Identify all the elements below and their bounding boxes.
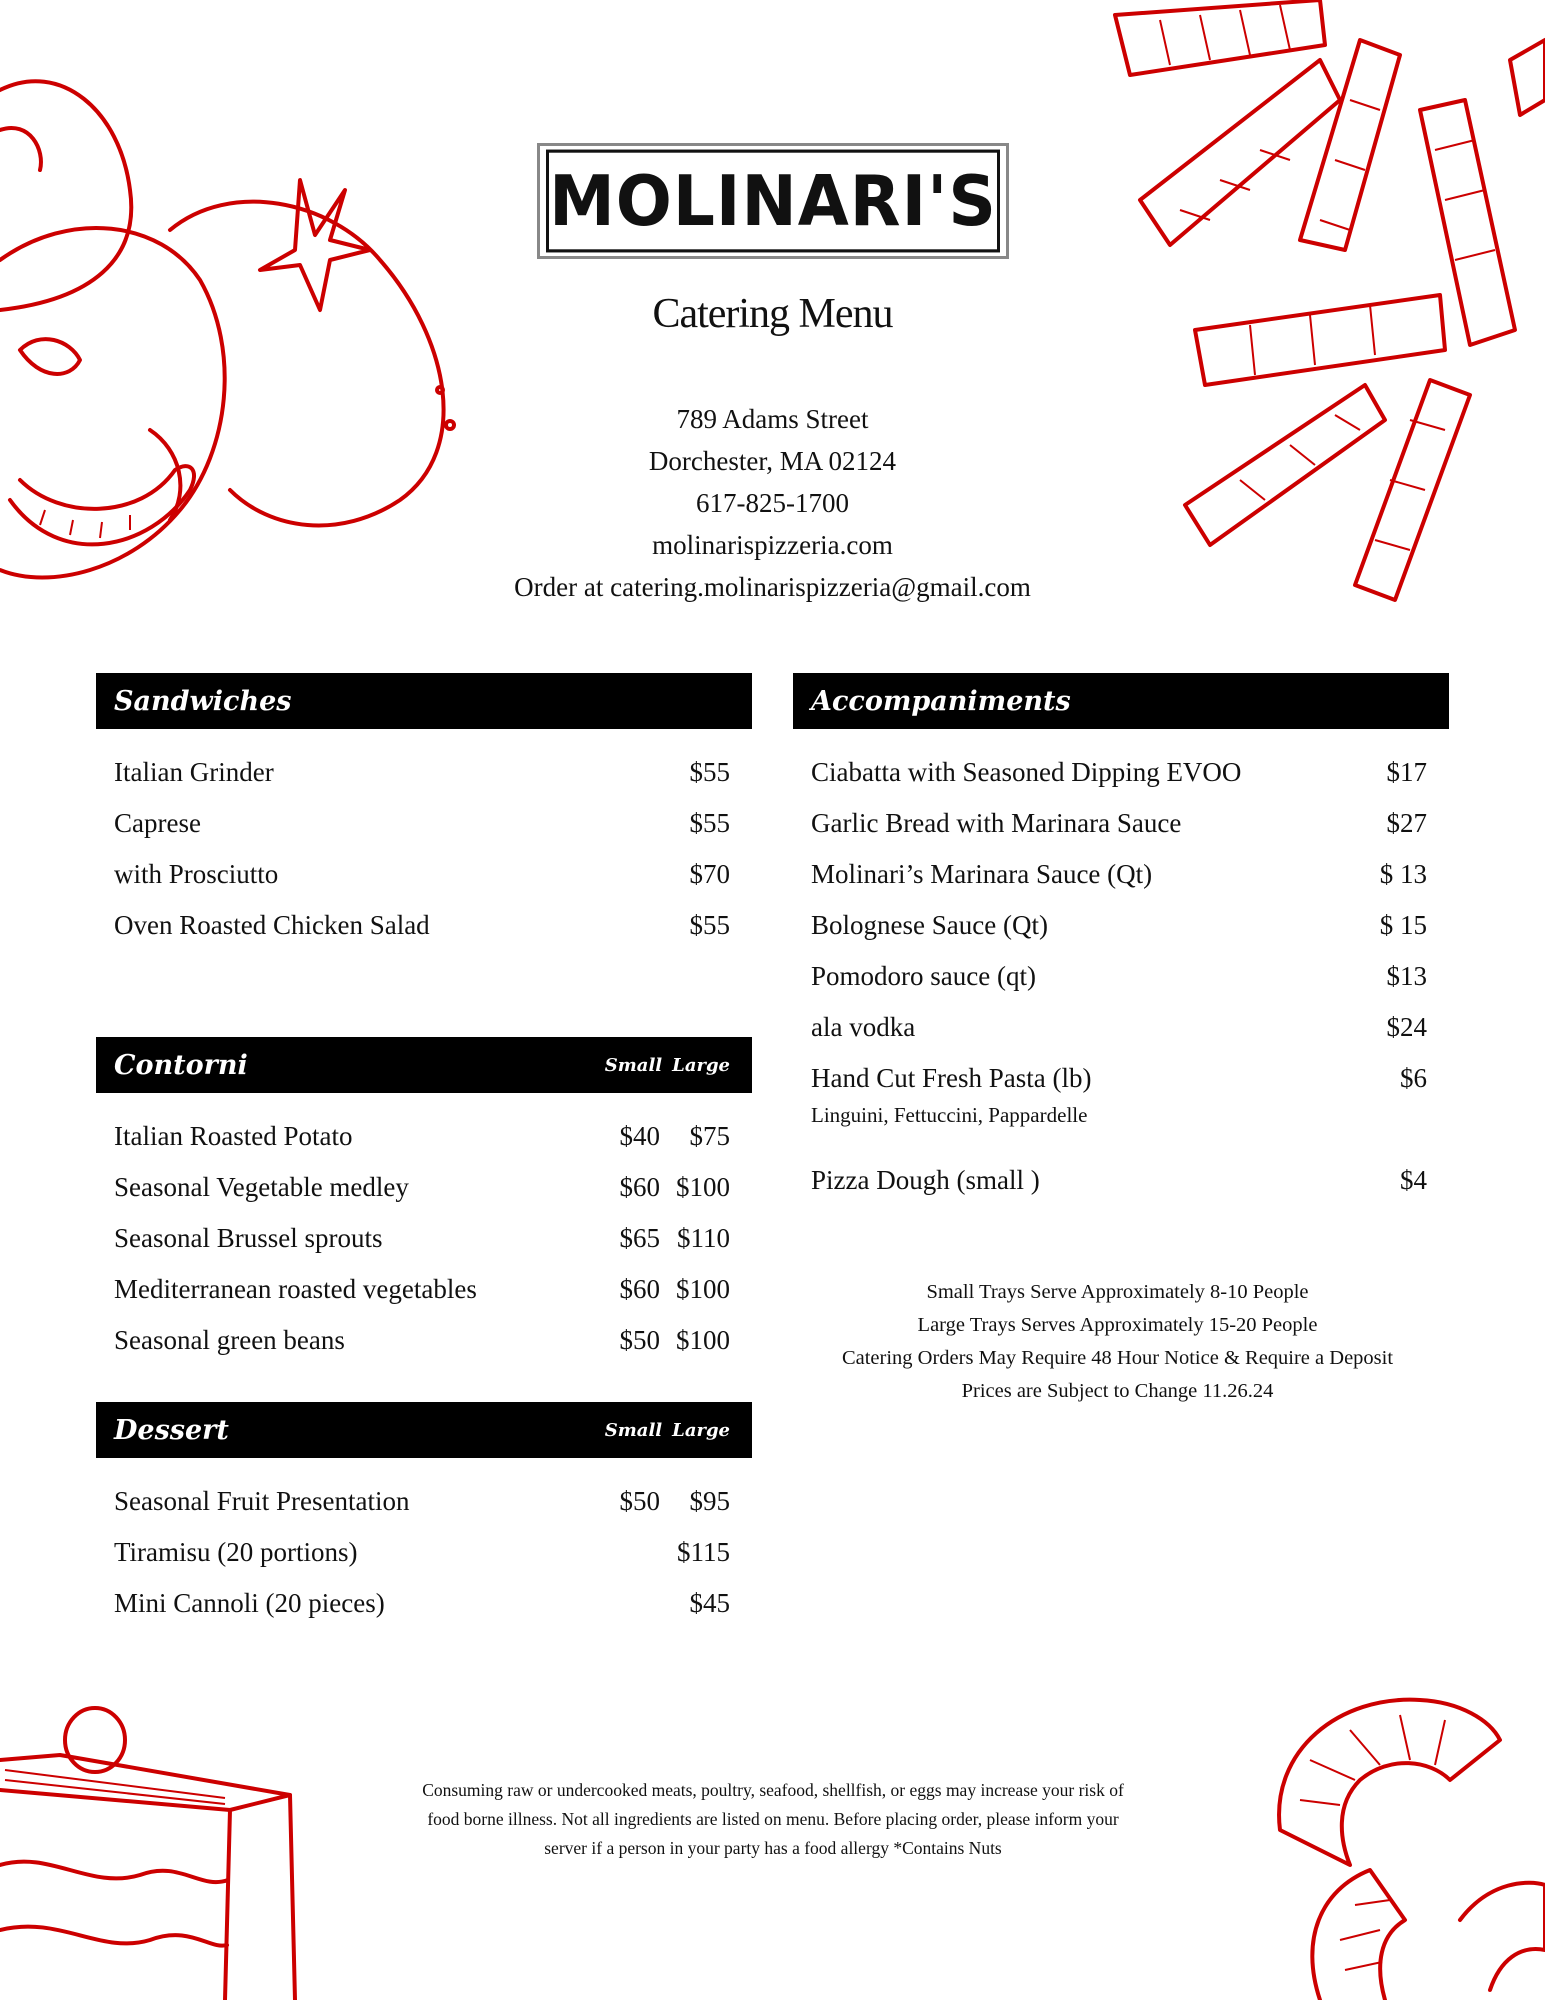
price-large: $45: [689, 1588, 730, 1618]
section-accompaniments: [793, 673, 1449, 1213]
menu-item: [811, 1002, 1427, 1053]
contact-street: 789 Adams Street: [676, 404, 869, 434]
large-label: Large: [672, 1419, 730, 1441]
item-name: Caprese: [114, 808, 201, 838]
item-name: Pizza Dough (small ): [811, 1165, 1040, 1195]
note-line: Large Trays Serves Approximately 15-20 People: [917, 1314, 1318, 1336]
allergy-disclaimer: [335, 1776, 1211, 1863]
note-line: Prices are Subject to Change 11.26.24: [961, 1380, 1274, 1402]
menu-item: [114, 1264, 730, 1315]
item-name: Tiramisu (20 portions): [114, 1537, 358, 1567]
price-small: $50: [619, 1325, 660, 1355]
price-small: $65: [619, 1223, 660, 1253]
menu-item: [114, 1527, 730, 1578]
menu-item: [114, 1162, 730, 1213]
menu-item: [114, 1476, 730, 1527]
disclaimer-line: server if a person in your party has a food allergy *Contains Nuts: [544, 1838, 1002, 1858]
item-name: Garlic Bread with Marinara Sauce: [811, 808, 1182, 838]
price-small: $50: [619, 1486, 660, 1516]
menu-item: [811, 798, 1427, 849]
contact-phone: 617-825-1700: [696, 488, 849, 518]
menu-item: [114, 900, 730, 951]
size-labels: [595, 1055, 730, 1076]
size-labels: [595, 1420, 730, 1441]
menu-item: [811, 951, 1427, 1002]
section-title: Dessert: [114, 1414, 229, 1446]
item-name: Seasonal Vegetable medley: [114, 1172, 409, 1202]
section-header: [793, 673, 1449, 729]
price-large: $95: [689, 1486, 730, 1516]
tray-notes: [790, 1276, 1445, 1408]
small-label: Small: [604, 1054, 663, 1076]
brand-name: MOLINARI'S: [546, 150, 1000, 253]
menu-item: [811, 900, 1427, 951]
item-name: Molinari’s Marinara Sauce (Qt): [811, 859, 1153, 889]
price-small: $60: [619, 1172, 660, 1202]
item-name: with Prosciutto: [114, 859, 279, 889]
macaroni-illustration: [1260, 1690, 1545, 2000]
item-name: ala vodka: [811, 1012, 916, 1042]
menu-item: [114, 1578, 730, 1629]
menu-item: [114, 1315, 730, 1366]
item-price: $17: [1386, 757, 1427, 787]
item-price: $27: [1386, 808, 1427, 838]
item-name: Ciabatta with Seasoned Dipping EVOO: [811, 757, 1242, 787]
menu-item: [114, 1111, 730, 1162]
item-price: $6: [1400, 1063, 1427, 1093]
small-label: Small: [604, 1419, 663, 1441]
item-name: Mediterranean roasted vegetables: [114, 1274, 477, 1304]
price-large: $100: [676, 1172, 730, 1202]
menu-item: [811, 1155, 1427, 1206]
section-contorni: [96, 1037, 752, 1367]
disclaimer-line: Consuming raw or undercooked meats, poultry, seafood, shellfish, or eggs may increase your risk of: [422, 1780, 1124, 1800]
item-name: Italian Roasted Potato: [114, 1121, 353, 1151]
price-small: $60: [619, 1274, 660, 1304]
menu-item: [114, 747, 730, 798]
item-price: $55: [689, 910, 730, 940]
price-large: $75: [689, 1121, 730, 1151]
item-price: $24: [1386, 1012, 1427, 1042]
item-name: Seasonal Fruit Presentation: [114, 1486, 410, 1516]
section-sandwiches: [96, 673, 752, 953]
item-name: Italian Grinder: [114, 757, 274, 787]
section-header: [96, 673, 752, 729]
item-price: $55: [689, 808, 730, 838]
price-large: $100: [676, 1274, 730, 1304]
price-large: $115: [677, 1537, 730, 1567]
item-name: Mini Cannoli (20 pieces): [114, 1588, 385, 1618]
menu-item: [114, 849, 730, 900]
menu-item: [114, 798, 730, 849]
menu-item: [811, 747, 1427, 798]
item-price: $4: [1400, 1165, 1427, 1195]
price-large: $100: [676, 1325, 730, 1355]
menu-item: [811, 1053, 1427, 1104]
item-name: Bolognese Sauce (Qt): [811, 910, 1048, 940]
note-line: Small Trays Serve Approximately 8-10 People: [926, 1281, 1309, 1303]
item-name: Hand Cut Fresh Pasta (lb): [811, 1063, 1092, 1093]
item-name: Seasonal green beans: [114, 1325, 345, 1355]
section-title: Contorni: [114, 1049, 248, 1081]
disclaimer-line: food borne illness. Not all ingredients are listed on menu. Before placing order, please inform your: [427, 1809, 1119, 1829]
section-title: Accompaniments: [811, 685, 1071, 717]
contact-order: Order at catering.molinarispizzeria@gmail.com: [514, 572, 1031, 602]
section-header: [96, 1402, 752, 1458]
contact-website: molinarispizzeria.com: [652, 530, 893, 560]
price-large: $110: [677, 1223, 730, 1253]
item-name: Pomodoro sauce (qt): [811, 961, 1036, 991]
item-name: Seasonal Brussel sprouts: [114, 1223, 383, 1253]
item-name: Oven Roasted Chicken Salad: [114, 910, 430, 940]
page-subtitle: Catering Menu: [652, 291, 893, 337]
brand-logo: [537, 143, 1009, 259]
contact-block: [0, 398, 1545, 608]
note-line: Catering Orders May Require 48 Hour Notice & Require a Deposit: [841, 1347, 1394, 1369]
price-small: $40: [619, 1121, 660, 1151]
large-label: Large: [672, 1054, 730, 1076]
menu-item: [114, 1213, 730, 1264]
tiramisu-illustration: [0, 1700, 310, 2000]
item-price: $ 13: [1379, 859, 1427, 889]
section-title: Sandwiches: [114, 685, 292, 717]
item-price: $13: [1386, 961, 1427, 991]
section-header: [96, 1037, 752, 1093]
menu-item: [811, 849, 1427, 900]
contact-city: Dorchester, MA 02124: [648, 446, 897, 476]
item-price: $55: [689, 757, 730, 787]
pasta-note: Linguini, Fettuccini, Pappardelle: [811, 1103, 1088, 1127]
item-price: $ 15: [1379, 910, 1427, 940]
item-price: $70: [689, 859, 730, 889]
section-dessert: [96, 1402, 752, 1632]
